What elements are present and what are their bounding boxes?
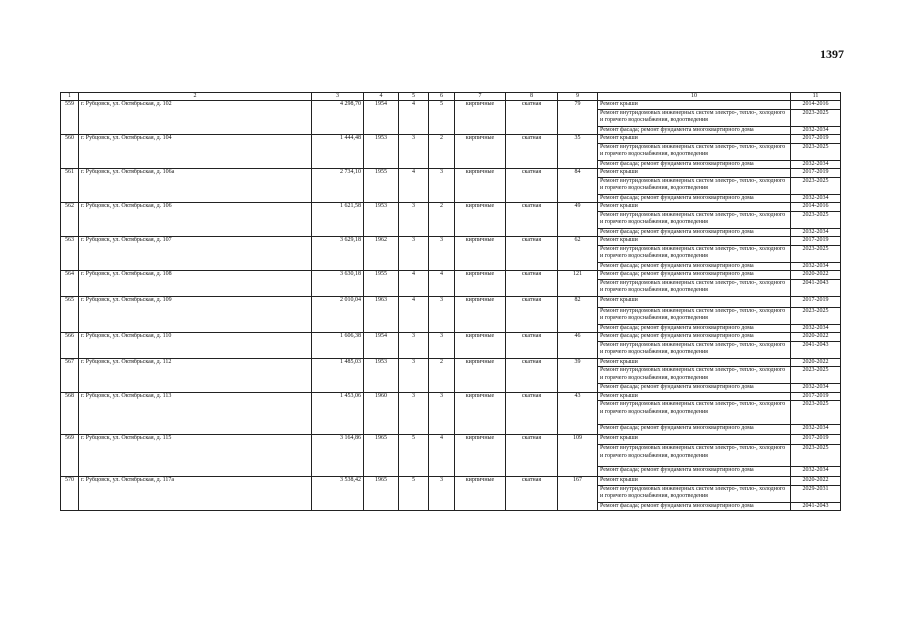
row-number: 561 bbox=[61, 169, 79, 203]
walls-material-cell: кирпичные bbox=[455, 296, 506, 333]
work-type-cell: Ремонт фасада; ремонт фундамента многоквартирного дома bbox=[598, 160, 791, 169]
roof-type-cell: скатная bbox=[506, 135, 558, 169]
floors-cell: 5 bbox=[399, 477, 429, 511]
row-number: 563 bbox=[61, 237, 79, 271]
entrances-cell: 2 bbox=[429, 358, 455, 392]
table-body bbox=[61, 101, 841, 511]
table-row bbox=[61, 271, 841, 280]
work-type-cell: Ремонт внутридомовых инженерных систем электро-, тепло-, холодного и горячего водоснабжения, водоотведения bbox=[598, 307, 791, 324]
work-period-cell: 2023-2025 bbox=[791, 143, 841, 160]
work-type-cell: Ремонт фасада; ремонт фундамента многоквартирного дома bbox=[598, 502, 791, 511]
roof-type-cell: скатная bbox=[506, 477, 558, 511]
entrances-cell: 4 bbox=[429, 271, 455, 297]
area-cell: 1 444,48 bbox=[312, 135, 364, 169]
floors-cell: 3 bbox=[399, 203, 429, 237]
work-period-cell: 2023-2025 bbox=[791, 367, 841, 384]
entrances-cell: 3 bbox=[429, 296, 455, 333]
work-period-cell: 2020-2022 bbox=[791, 477, 841, 486]
column-header: 4 bbox=[364, 93, 399, 101]
work-period-cell: 2032-2034 bbox=[791, 467, 841, 477]
work-type-cell: Ремонт крыши bbox=[598, 203, 791, 212]
year-cell: 1954 bbox=[364, 101, 399, 135]
page-number: 1397 bbox=[820, 47, 844, 61]
table-row bbox=[61, 101, 841, 110]
roof-type-cell: скатная bbox=[506, 358, 558, 392]
work-type-cell: Ремонт фасада; ремонт фундамента многоквартирного дома bbox=[598, 228, 791, 237]
area-cell: 1 485,03 bbox=[312, 358, 364, 392]
work-period-cell: 2023-2025 bbox=[791, 307, 841, 324]
work-type-cell: Ремонт крыши bbox=[598, 358, 791, 367]
apartments-cell: 167 bbox=[558, 477, 598, 511]
year-cell: 1953 bbox=[364, 135, 399, 169]
row-number: 570 bbox=[61, 477, 79, 511]
address-cell: г. Рубцовск, ул. Октябрьская, д. 110 bbox=[79, 333, 312, 359]
roof-type-cell: скатная bbox=[506, 333, 558, 359]
area-cell: 3 164,86 bbox=[312, 435, 364, 477]
walls-material-cell: кирпичные bbox=[455, 203, 506, 237]
entrances-cell: 3 bbox=[429, 333, 455, 359]
work-type-cell: Ремонт фасада; ремонт фундамента многоквартирного дома bbox=[598, 271, 791, 280]
work-period-cell: 2023-2025 bbox=[791, 211, 841, 228]
year-cell: 1965 bbox=[364, 477, 399, 511]
apartments-cell: 43 bbox=[558, 392, 598, 435]
table-row bbox=[61, 333, 841, 342]
walls-material-cell: кирпичные bbox=[455, 358, 506, 392]
work-type-cell: Ремонт фасада; ремонт фундамента многоквартирного дома bbox=[598, 333, 791, 342]
work-type-cell: Ремонт фасада; ремонт фундамента многоквартирного дома bbox=[598, 324, 791, 333]
apartments-cell: 35 bbox=[558, 135, 598, 169]
floors-cell: 3 bbox=[399, 237, 429, 271]
work-type-cell: Ремонт внутридомовых инженерных систем электро-, тепло-, холодного и горячего водоснабжения, водоотведения bbox=[598, 245, 791, 262]
work-period-cell: 2032-2034 bbox=[791, 324, 841, 333]
column-header: 2 bbox=[79, 93, 312, 101]
year-cell: 1953 bbox=[364, 203, 399, 237]
work-type-cell: Ремонт внутридомовых инженерных систем электро-, тепло-, холодного и горячего водоснабжения, водоотведения bbox=[598, 485, 791, 502]
work-period-cell: 2017-2019 bbox=[791, 435, 841, 445]
entrances-cell: 2 bbox=[429, 203, 455, 237]
floors-cell: 3 bbox=[399, 358, 429, 392]
row-number: 562 bbox=[61, 203, 79, 237]
area-cell: 1 453,06 bbox=[312, 392, 364, 435]
apartments-cell: 49 bbox=[558, 203, 598, 237]
walls-material-cell: кирпичные bbox=[455, 101, 506, 135]
work-period-cell: 2017-2019 bbox=[791, 169, 841, 178]
area-cell: 2 734,10 bbox=[312, 169, 364, 203]
work-period-cell: 2032-2034 bbox=[791, 384, 841, 393]
row-number: 566 bbox=[61, 333, 79, 359]
entrances-cell: 2 bbox=[429, 135, 455, 169]
address-cell: г. Рубцовск, ул. Октябрьская, д. 112 bbox=[79, 358, 312, 392]
walls-material-cell: кирпичные bbox=[455, 333, 506, 359]
capital-repair-table bbox=[60, 92, 841, 511]
area-cell: 3 629,18 bbox=[312, 237, 364, 271]
area-cell: 1 621,58 bbox=[312, 203, 364, 237]
work-type-cell: Ремонт фасада; ремонт фундамента многоквартирного дома bbox=[598, 194, 791, 203]
entrances-cell: 5 bbox=[429, 101, 455, 135]
work-period-cell: 2032-2034 bbox=[791, 194, 841, 203]
apartments-cell: 39 bbox=[558, 358, 598, 392]
entrances-cell: 3 bbox=[429, 477, 455, 511]
row-number: 569 bbox=[61, 435, 79, 477]
floors-cell: 3 bbox=[399, 333, 429, 359]
apartments-cell: 46 bbox=[558, 333, 598, 359]
year-cell: 1963 bbox=[364, 296, 399, 333]
walls-material-cell: кирпичные bbox=[455, 392, 506, 435]
work-period-cell: 2014-2016 bbox=[791, 203, 841, 212]
work-period-cell: 2041-2043 bbox=[791, 502, 841, 511]
work-period-cell: 2032-2034 bbox=[791, 228, 841, 237]
roof-type-cell: скатная bbox=[506, 271, 558, 297]
work-period-cell: 2017-2019 bbox=[791, 392, 841, 401]
walls-material-cell: кирпичные bbox=[455, 169, 506, 203]
work-type-cell: Ремонт крыши bbox=[598, 435, 791, 445]
row-number: 565 bbox=[61, 296, 79, 333]
roof-type-cell: скатная bbox=[506, 237, 558, 271]
column-header: 5 bbox=[399, 93, 429, 101]
walls-material-cell: кирпичные bbox=[455, 135, 506, 169]
work-period-cell: 2017-2019 bbox=[791, 237, 841, 246]
area-cell: 2 010,04 bbox=[312, 296, 364, 333]
work-period-cell: 2023-2025 bbox=[791, 177, 841, 194]
address-cell: г. Рубцовск, ул. Октябрьская, д. 113 bbox=[79, 392, 312, 435]
entrances-cell: 3 bbox=[429, 392, 455, 435]
year-cell: 1954 bbox=[364, 333, 399, 359]
work-type-cell: Ремонт внутридомовых инженерных систем электро-, тепло-, холодного и горячего водоснабжения, водоотведения bbox=[598, 341, 791, 358]
work-period-cell: 2023-2025 bbox=[791, 109, 841, 126]
column-header: 8 bbox=[506, 93, 558, 101]
address-cell: г. Рубцовск, ул. Октябрьская, д. 117а bbox=[79, 477, 312, 511]
table-row bbox=[61, 169, 841, 178]
column-header: 3 bbox=[312, 93, 364, 101]
work-period-cell: 2020-2022 bbox=[791, 271, 841, 280]
table-header bbox=[61, 93, 841, 101]
roof-type-cell: скатная bbox=[506, 101, 558, 135]
floors-cell: 5 bbox=[399, 435, 429, 477]
work-period-cell: 2032-2034 bbox=[791, 126, 841, 135]
work-period-cell: 2032-2034 bbox=[791, 425, 841, 435]
floors-cell: 4 bbox=[399, 101, 429, 135]
work-period-cell: 2017-2019 bbox=[791, 135, 841, 144]
work-period-cell: 2017-2019 bbox=[791, 296, 841, 307]
table-row bbox=[61, 477, 841, 486]
table-row bbox=[61, 135, 841, 144]
work-type-cell: Ремонт внутридомовых инженерных систем электро-, тепло-, холодного и горячего водоснабжения, водоотведения bbox=[598, 367, 791, 384]
table-row bbox=[61, 203, 841, 212]
work-period-cell: 2020-2022 bbox=[791, 333, 841, 342]
roof-type-cell: скатная bbox=[506, 296, 558, 333]
area-cell: 3 630,18 bbox=[312, 271, 364, 297]
work-type-cell: Ремонт крыши bbox=[598, 101, 791, 110]
work-type-cell: Ремонт фасада; ремонт фундамента многоквартирного дома bbox=[598, 425, 791, 435]
address-cell: г. Рубцовск, ул. Октябрьская, д. 104 bbox=[79, 135, 312, 169]
roof-type-cell: скатная bbox=[506, 392, 558, 435]
year-cell: 1953 bbox=[364, 358, 399, 392]
work-period-cell: 2029-2031 bbox=[791, 485, 841, 502]
walls-material-cell: кирпичные bbox=[455, 477, 506, 511]
area-cell: 3 538,42 bbox=[312, 477, 364, 511]
work-type-cell: Ремонт крыши bbox=[598, 392, 791, 401]
work-type-cell: Ремонт внутридомовых инженерных систем электро-, тепло-, холодного и горячего водоснабжения, водоотведения bbox=[598, 211, 791, 228]
apartments-cell: 82 bbox=[558, 296, 598, 333]
row-number: 564 bbox=[61, 271, 79, 297]
work-type-cell: Ремонт крыши bbox=[598, 296, 791, 307]
work-type-cell: Ремонт крыши bbox=[598, 135, 791, 144]
work-type-cell: Ремонт внутридомовых инженерных систем электро-, тепло-, холодного и горячего водоснабжения, водоотведения bbox=[598, 109, 791, 126]
floors-cell: 4 bbox=[399, 271, 429, 297]
work-period-cell: 2020-2022 bbox=[791, 358, 841, 367]
walls-material-cell: кирпичные bbox=[455, 237, 506, 271]
table-row bbox=[61, 296, 841, 307]
year-cell: 1965 bbox=[364, 435, 399, 477]
work-period-cell: 2014-2016 bbox=[791, 101, 841, 110]
work-period-cell: 2023-2025 bbox=[791, 445, 841, 467]
table-row bbox=[61, 237, 841, 246]
year-cell: 1955 bbox=[364, 169, 399, 203]
work-period-cell: 2032-2034 bbox=[791, 160, 841, 169]
year-cell: 1955 bbox=[364, 271, 399, 297]
address-cell: г. Рубцовск, ул. Октябрьская, д. 102 bbox=[79, 101, 312, 135]
floors-cell: 4 bbox=[399, 169, 429, 203]
entrances-cell: 3 bbox=[429, 237, 455, 271]
work-type-cell: Ремонт крыши bbox=[598, 477, 791, 486]
work-period-cell: 2041-2043 bbox=[791, 279, 841, 296]
apartments-cell: 121 bbox=[558, 271, 598, 297]
work-type-cell: Ремонт внутридомовых инженерных систем электро-, тепло-, холодного и горячего водоснабжения, водоотведения bbox=[598, 177, 791, 194]
entrances-cell: 3 bbox=[429, 169, 455, 203]
apartments-cell: 84 bbox=[558, 169, 598, 203]
work-period-cell: 2041-2043 bbox=[791, 341, 841, 358]
walls-material-cell: кирпичные bbox=[455, 271, 506, 297]
column-header: 10 bbox=[598, 93, 791, 101]
roof-type-cell: скатная bbox=[506, 435, 558, 477]
row-number: 560 bbox=[61, 135, 79, 169]
work-type-cell: Ремонт крыши bbox=[598, 169, 791, 178]
walls-material-cell: кирпичные bbox=[455, 435, 506, 477]
row-number: 567 bbox=[61, 358, 79, 392]
floors-cell: 3 bbox=[399, 392, 429, 435]
column-header: 1 bbox=[61, 93, 79, 101]
year-cell: 1960 bbox=[364, 392, 399, 435]
area-cell: 4 298,70 bbox=[312, 101, 364, 135]
roof-type-cell: скатная bbox=[506, 169, 558, 203]
address-cell: г. Рубцовск, ул. Октябрьская, д. 108 bbox=[79, 271, 312, 297]
apartments-cell: 79 bbox=[558, 101, 598, 135]
table-row bbox=[61, 435, 841, 445]
work-type-cell: Ремонт фасада; ремонт фундамента многоквартирного дома bbox=[598, 262, 791, 271]
apartments-cell: 109 bbox=[558, 435, 598, 477]
table-row bbox=[61, 358, 841, 367]
column-header: 7 bbox=[455, 93, 506, 101]
column-header: 6 bbox=[429, 93, 455, 101]
work-type-cell: Ремонт крыши bbox=[598, 237, 791, 246]
work-type-cell: Ремонт внутридомовых инженерных систем электро-, тепло-, холодного и горячего водоснабжения, водоотведения bbox=[598, 279, 791, 296]
floors-cell: 3 bbox=[399, 135, 429, 169]
address-cell: г. Рубцовск, ул. Октябрьская, д. 106а bbox=[79, 169, 312, 203]
work-type-cell: Ремонт фасада; ремонт фундамента многоквартирного дома bbox=[598, 126, 791, 135]
work-type-cell: Ремонт внутридомовых инженерных систем электро-, тепло-, холодного и горячего водоснабжения, водоотведения bbox=[598, 445, 791, 467]
work-period-cell: 2023-2025 bbox=[791, 401, 841, 425]
work-type-cell: Ремонт внутридомовых инженерных систем электро-, тепло-, холодного и горячего водоснабжения, водоотведения bbox=[598, 143, 791, 160]
entrances-cell: 4 bbox=[429, 435, 455, 477]
table-row bbox=[61, 392, 841, 401]
row-number: 559 bbox=[61, 101, 79, 135]
roof-type-cell: скатная bbox=[506, 203, 558, 237]
column-header: 9 bbox=[558, 93, 598, 101]
address-cell: г. Рубцовск, ул. Октябрьская, д. 107 bbox=[79, 237, 312, 271]
area-cell: 1 606,38 bbox=[312, 333, 364, 359]
address-cell: г. Рубцовск, ул. Октябрьская, д. 106 bbox=[79, 203, 312, 237]
work-type-cell: Ремонт фасада; ремонт фундамента многоквартирного дома bbox=[598, 384, 791, 393]
address-cell: г. Рубцовск, ул. Октябрьская, д. 109 bbox=[79, 296, 312, 333]
column-header: 11 bbox=[791, 93, 841, 101]
work-period-cell: 2023-2025 bbox=[791, 245, 841, 262]
year-cell: 1962 bbox=[364, 237, 399, 271]
work-type-cell: Ремонт внутридомовых инженерных систем электро-, тепло-, холодного и горячего водоснабжения, водоотведения bbox=[598, 401, 791, 425]
address-cell: г. Рубцовск, ул. Октябрьская, д. 115 bbox=[79, 435, 312, 477]
work-type-cell: Ремонт фасада; ремонт фундамента многоквартирного дома bbox=[598, 467, 791, 477]
work-period-cell: 2032-2034 bbox=[791, 262, 841, 271]
apartments-cell: 62 bbox=[558, 237, 598, 271]
floors-cell: 4 bbox=[399, 296, 429, 333]
row-number: 568 bbox=[61, 392, 79, 435]
